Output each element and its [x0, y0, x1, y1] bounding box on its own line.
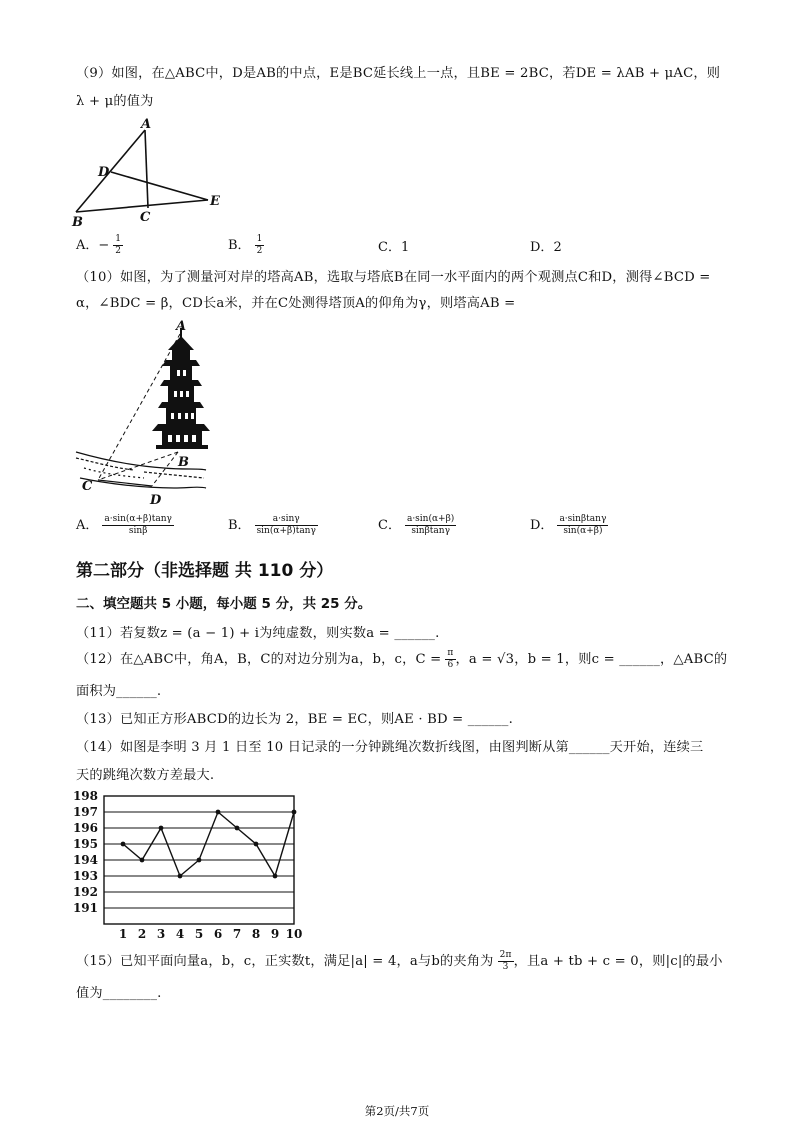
q13-line: （13）已知正方形ABCD的边长为 2，BE = EC，则AE · BD = ______. [76, 712, 513, 727]
chart-y-tick-label: 191 [72, 901, 98, 915]
q10-option-d: D． $\frac{a\cdot\sin\beta\tan\gamma}{\sin(\alpha+\beta)}$ [530, 514, 607, 536]
chart-x-tick-label: 3 [156, 927, 166, 941]
q9-line1: （9）如图，在△ABC中，D是AB的中点，E是BC延长线上一点，且BE = 2BC，若DE = λAB + μAC，则 [76, 66, 721, 81]
chart-y-tick-label: 197 [72, 805, 98, 819]
q15-line2: 值为________. [76, 986, 162, 1001]
chart-point [121, 842, 126, 847]
q14-line2: 天的跳绳次数方差最大. [76, 768, 215, 783]
chart-y-tick-label: 198 [72, 789, 98, 803]
q9-label-d: D [98, 165, 110, 180]
q9-option-d: D．2 [530, 240, 562, 255]
q9-label-e: E [210, 194, 220, 209]
chart-point [254, 842, 259, 847]
q12-line2: 面积为______. [76, 684, 162, 699]
q9-option-a: A．− $\frac{1}{2}$ [76, 234, 122, 256]
chart-x-tick-label: 7 [232, 927, 242, 941]
chart-y-tick-label: 196 [72, 821, 98, 835]
section2-title: 二、填空题共 5 小题，每小题 5 分，共 25 分。 [76, 596, 372, 612]
chart-x-tick-label: 2 [137, 927, 147, 941]
q12-line1: （12）在△ABC中，角A，B，C的对边分别为a，b，c，C = $\frac{\pi}{6}$ ，a = √3，b = 1，则c = ______，△ABC的 [76, 648, 728, 670]
chart-point [273, 874, 278, 879]
chart-x-tick-label: 9 [270, 927, 280, 941]
q15-line1: （15）已知平面向量a，b，c，正实数t，满足|a| = 4，a与b的夹角为 $\frac{2\pi}{3}$ ，且a + tb + c = 0，则|c|的最小 [76, 950, 723, 972]
chart-x-ticks [119, 927, 302, 941]
q10-option-c: C． $\frac{a\cdot\sin(\alpha+\beta)}{\sin\beta\tan\gamma}$ [378, 514, 455, 536]
q10-label-a: A [176, 319, 187, 334]
jump-rope-line-chart [68, 788, 302, 942]
q9-label-c: C [140, 210, 151, 225]
q10-label-c: C [82, 479, 93, 494]
q9-triangle-figure [70, 116, 230, 226]
chart-x-tick-label: 5 [194, 927, 204, 941]
q9-option-b: B． $\frac{1}{2}$ [228, 234, 263, 256]
chart-x-tick-label: 10 [285, 927, 302, 941]
chart-y-tick-label: 195 [72, 837, 98, 851]
chart-y-ticks [73, 789, 98, 915]
chart-x-tick-label: 4 [175, 927, 185, 941]
chart-y-tick-label: 193 [72, 869, 98, 883]
q10-label-d: D [150, 493, 162, 508]
chart-point [197, 858, 202, 863]
q9-option-c: C．1 [378, 240, 410, 255]
chart-x-tick-label: 1 [118, 927, 128, 941]
q10-label-b: B [178, 455, 189, 470]
chart-point [235, 826, 240, 831]
chart-point [178, 874, 183, 879]
q10-line1: （10）如图，为了测量河对岸的塔高AB，选取与塔底B在同一水平面内的两个观测点C和D，测得∠BCD = [76, 270, 711, 285]
q10-pagoda-figure [74, 318, 214, 512]
q11-line: （11）若复数z = (a − 1) + i为纯虚数，则实数a = ______. [76, 626, 440, 641]
part2-title: 第二部分（非选择题 共 110 分） [76, 561, 334, 581]
page-footer: 第2页/共7页 [364, 1104, 430, 1118]
chart-y-tick-label: 192 [72, 885, 98, 899]
q14-line1: （14）如图是李明 3 月 1 日至 10 日记录的一分钟跳绳次数折线图，由图判断从第______天开始，连续三 [76, 740, 704, 755]
q9-label-a: A [141, 117, 152, 132]
q10-option-a: A． $\frac{a\cdot\sin(\alpha+\beta)\tan\gamma}{\sin\beta}$ [76, 514, 172, 536]
chart-point [140, 858, 145, 863]
q9-label-b: B [72, 215, 83, 226]
chart-point [292, 810, 297, 815]
chart-y-tick-label: 194 [72, 853, 98, 867]
chart-x-tick-label: 6 [213, 927, 223, 941]
chart-point [159, 826, 164, 831]
q9-line2: λ + μ的值为 [76, 94, 154, 109]
q10-line2: α，∠BDC = β，CD长a米，并在C处测得塔顶A的仰角为γ，则塔高AB = [76, 296, 516, 311]
chart-point [216, 810, 221, 815]
chart-x-tick-label: 8 [251, 927, 261, 941]
q10-option-b: B． $\frac{a\cdot\sin\gamma}{\sin(\alpha+\beta)\tan\gamma}$ [228, 514, 316, 536]
